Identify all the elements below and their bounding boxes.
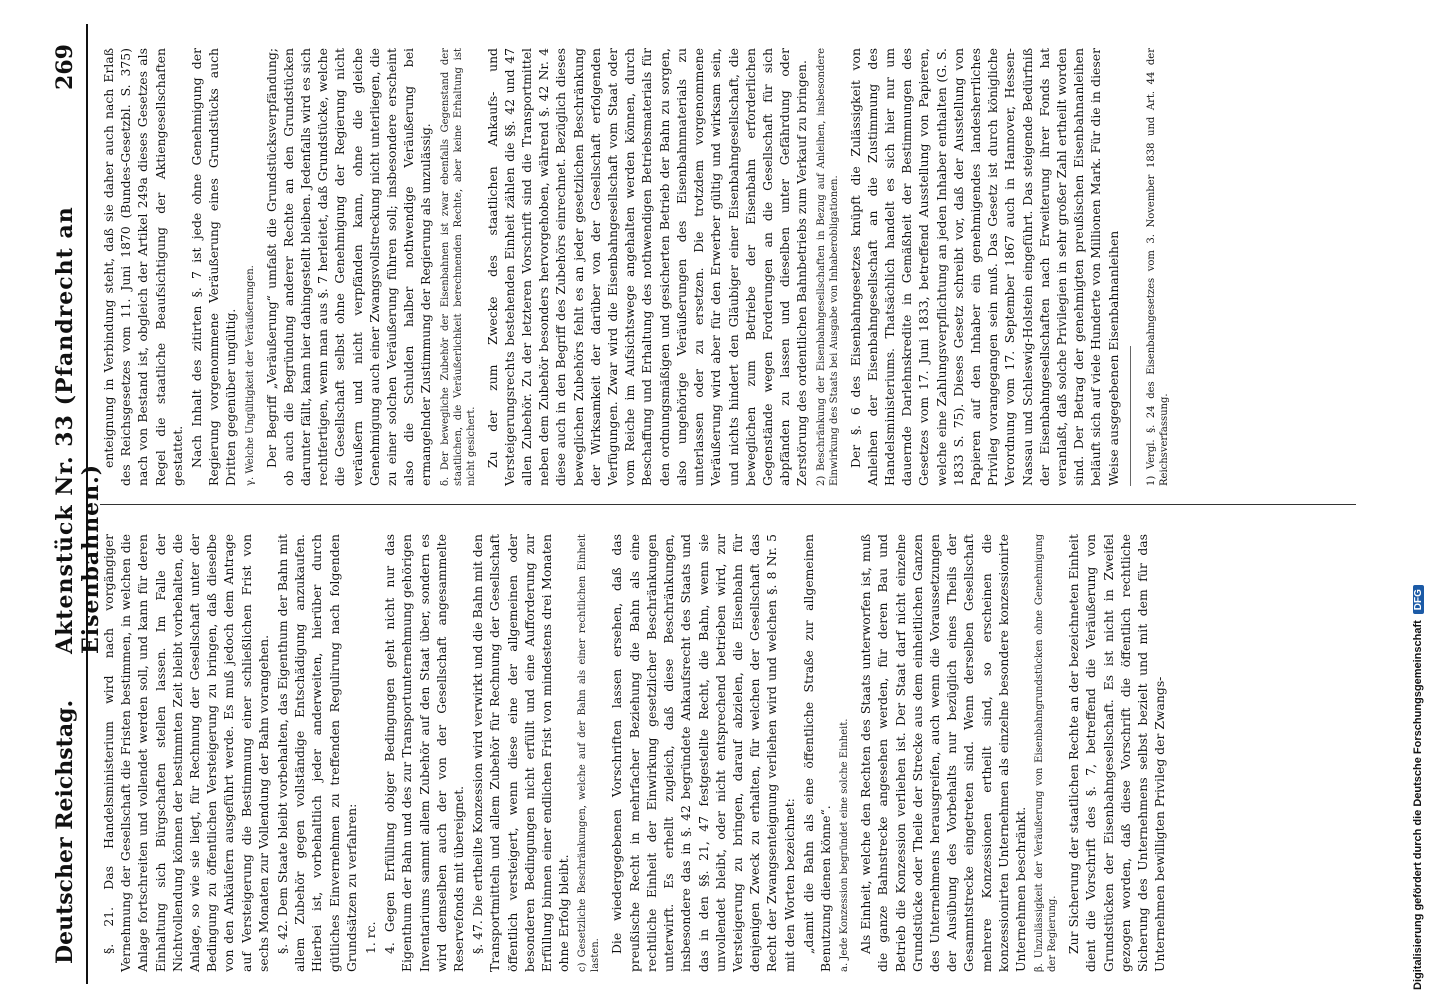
footnote: 1) Vergl. §. 24 des Eisenbahngesetzes vom 3. November 1838 und Art. 44 der Reichsverfassung. xyxy=(1145,48,1170,486)
column-divider xyxy=(100,504,1356,505)
header-document-number: Aktenstück Nr. 33 xyxy=(52,414,78,654)
paragraph: enteignung in Verbindung steht, daß sie daher auch nach Erlaß des Reichsgesetzes vom 11. Juni 1870 (Bundes-Gesetzbl. S. 375) nach von Bestand ist, obgleich der Artikel 249a dieses Gesetzes als Regel die staatliche Beaufsichtigung der Aktiengesellschaften gestattet. xyxy=(101,48,185,486)
section-note: β. Unzulässigkeit der Veräußerung von Eisenbahngrundstücken ohne Genehmigung der Regierung. xyxy=(1034,534,1059,972)
paragraph: Die wiedergegebenen Vorschriften lassen ersehen, daß das preußische Recht in mehrfacher Beziehung die Bahn als eine rechtliche Einheit der Einwirkung gesetzlicher Beschränkungen unterwirft. Es erhellt zugleich, daß diese Beschränkungen, insbesondere das in §. 42 begründete Ankaufsrecht des Staats und das in den §§. 21, 47 festgestellte Recht, die Bahn, wenn sie unvollendet bleibt, oder nicht entsprechend betrieben wird, zur Versteigerung zu bringen, darauf abzielen, die Eisenbahn für denjenigen Zweck zu erhalten, für welchen der Gesellschaft das Recht der Zwangsenteignung verliehen wird und welchen §. 8 Nr. 5 mit den Worten bezeichnet: xyxy=(609,534,797,972)
section-note: δ. Der bewegliche Zubehör der Eisenbahnen ist zwar ebenfalls Gegenstand der staatlichen, die Veräußerlichkeit berechnenden Rechte, aber keine Erhaltung ist nicht gesichert. xyxy=(439,48,477,486)
paragraph: Der §. 6 des Eisenbahngesetzes knüpft die Zulässigkeit von Anleihen der Eisenbahngesellschaft an die Zustimmung des Handelsministeriums. Thatsächlich handelt es sich hier nur um dauernde Darlehnskredite in Gemäßheit der Bestimmungen des Gesetzes vom 17. Juni 1833, betreffend Ausstellung von Papieren, welche eine Zahlungsverpflichtung an jeden Inhaber enthalten (G. S. 1833 S. 75). Dieses Gesetz schreibt vor, daß der Ausstellung von Papieren auf den Inhaber ein genehmigendes landesherrliches Privileg vorangegangen sein muß. Das Gesetz ist durch königliche Verordnung vom 17. September 1867 auch in Hannover, Hessen-Nassau und Schleswig-Holstein eingeführt. Das steigende Bedürfniß der Eisenbahngesellschaften nach Erweiterung ihrer Fonds hat veranlaßt, daß solche Privilegien in sehr großer Zahl ertheilt worden sind. Der Betrag der genehmigten preußischen Eisenbahnanleihen beläuft sich auf viele Hunderte von Millionen Mark. Für die in dieser Weise ausgegebenen Eisenbahnanleihen xyxy=(847,48,1121,486)
paragraph: §. 21. Das Handelsministerium wird nach vorgängiger Vernehmung der Gesellschaft die Fristen bestimmen, in welchen die Anlage fortschreiten und vollendet werden soll, und kann für deren Einhaltung sich Bürgschaften stellen lassen. Im Falle der Nichtvollendung können der bestimmten Zeit bleibt vorbehalten, die Anlage, so wie sie liegt, für Rechnung der Gesellschaft unter der Bedingung zu öffentlichen Versteigerung zu bringen, daß dieselbe von den Ankäufern ausgeführt werde. Es muß jedoch dem Antrage auf Versteigerung die Bestimmung einer schließlichen Frist von sechs Monaten zur Vollendung der Bahn vorangehen. xyxy=(101,534,271,972)
header-left: Deutscher Reichstag. xyxy=(52,699,78,964)
paragraph: Nach Inhalt des zitirten §. 7 ist jede ohne Genehmigung der Regierung vorgenommene Veräußerung eines Grundstücks auch Dritten gegenüber ungültig. xyxy=(189,48,239,486)
paragraph: 4. Gegen Erfüllung obiger Bedingungen geht nicht nur das Eigenthum der Bahn und des zur Transportunternehmung gehörigen Inventariums sammt allem Zubehör auf den Staat über, sondern es wird demselben auch der von der Gesellschaft angesammelte Reservefonds mit übereignet. xyxy=(382,534,467,972)
right-column xyxy=(100,48,1376,486)
page-number: 269 xyxy=(52,44,78,90)
digitization-sidebar xyxy=(1408,0,1432,1000)
header-subject: (Pfandrecht an Eisenbahnen.) xyxy=(52,206,104,654)
paragraph: §. 42. Dem Staate bleibt vorbehalten, das Eigenthum der Bahn mit allem Zubehör gegen vollständige Entschädigung anzukaufen. Hierbei ist, vorbehaltlich jeder anderweiten, hierüber durch gütliches Einvernehmen zu treffenden Regulirung nach folgenden Grundsätzen zu verfahren: xyxy=(275,534,359,972)
paragraph: 1. rc. xyxy=(363,921,379,954)
paragraph: Der Begriff „Veräußerung“ umfaßt die Grundstücksverpfändung; ob auch die Begründung anderer Rechte an den Grundstücken darunter fällt, kann hier dahingestellt bleiben. Jedenfalls wird es sich rechtfertigen, wenn man aus §. 7 herleitet, daß Grundstücke, welche die Gesellschaft selbst ohne Genehmigung der Regierung nicht veräußern und nicht verpfänden kann, ohne die gleiche Genehmigung auch einer Zwangsvollstreckung nicht unterliegen, die zu einer solchen Veräußerung führen soll; insbesondere erscheint also die Schulden halber nothwendige Veräußerung bei ermangelnder Zustimmung der Regierung als unzulässig. xyxy=(263,48,434,486)
paragraph: „damit die Bahn als eine öffentliche Straße zur allgemeinen Benutzung dienen könne“. xyxy=(800,534,833,972)
paragraph: Zu der zum Zwecke des staatlichen Ankaufs- und Versteigerungsrechts bestehenden Einheit zählen die §§. 42 und 47 allen Zubehör. Zu der letzteren Vorschrift sind die Transportmittel neben dem Zubehör besonders hervorgehoben, während §. 42 Nr. 4 diese auch in den Begriff des Zubehörs einrechnet. Bezüglich dieses beweglichen Zubehörs fehlt es an jeder gesetzlichen Beschränkung der Wirksamkeit der darüber von der Gesellschaft erfolgenden Verfügungen. Zwar wird die Eisenbahngesellschaft vom Staat oder vom Reiche im Aufsichtswege angehalten werden können, durch Beschaffung und Erhaltung des nothwendigen Betriebsmaterials für den ordnungsmäßigen und gesicherten Betrieb der Bahn zu sorgen, also ungehörige Veräußerungen des Eisenbahnmaterials zu unterlassen oder zu ersetzen. Die trotzdem vorgenommene Veräußerung wird aber für den Erwerber gültig und wirksam sein, und nichts hindert den Gläubiger einer Eisenbahngesellschaft, die beweglichen zum Betriebe der Eisenbahn erforderlichen Gegenstände wegen Forderungen an die Gesellschaft für sich abpfänden zu lassen und dieselben unter Gefährdung oder Zerstörung des ordentlichen Bahnbetriebs zum Verkauf zu bringen. xyxy=(484,48,810,486)
page-header xyxy=(46,24,104,984)
header-center xyxy=(52,24,104,654)
section-note: a. Jede Konzession begründet eine solche Einheit. xyxy=(839,718,851,972)
paragraph: Zur Sicherung der staatlichen Rechte an der bezeichneten Einheit dient die Vorschrift des §. 7, betreffend die Veräußerung von Grundstücken der Eisenbahngesellschaft. Es ist nicht in Zweifel gezogen worden, daß diese Vorschrift die öffentlich rechtliche Sicherung des Unternehmens selbst bezielt und mit dem für das Unternehmen bewilligten Privileg der Zwangs- xyxy=(1066,534,1168,972)
left-column xyxy=(100,534,1376,972)
paragraph: Als Einheit, welche den Rechten des Staats unterworfen ist, muß die ganze Bahnstrecke angesehen werden, für deren Bau und Betrieb die Konzession verliehen ist. Der Staat darf nicht einzelne Grundstücke oder Theile der Strecke aus dem einheitlichen Ganzen des Unternehmens herausgreifen, auch wenn die Voraussetzungen der Ausübung des Vorbehalts nur bezüglich eines Theils der Gesammtstrecke eingetreten sind. Wenn derselben Gesellschaft mehrere Konzessionen ertheilt sind, so erscheinen die konzessionirten Unternehmen als einzelne besondere konzessionirte Unternehmen beschränkt. xyxy=(858,534,1028,972)
sidebar-text: Digitalisierung gefördert durch die Deutsche Forschungsgemeinschaft xyxy=(1412,620,1424,990)
section-note: γ. Welche Ungültigkeit der Veräußerungen. xyxy=(244,265,256,486)
section-note: 2) Beschränkung der Eisenbahngesellschaften in Bezug auf Anleihen, insbesondere Einwirkung des Staats bei Ausgabe von Inhaberobligationen. xyxy=(815,48,840,486)
rotated-page xyxy=(24,24,1416,984)
dfg-logo: DFG xyxy=(1413,585,1424,614)
section-note: c) Gesetzliche Beschränkungen, welche auf der Bahn als einer rechtlichen Einheit lasten. xyxy=(577,534,602,972)
footnote-rule xyxy=(1130,346,1135,486)
paragraph: §. 47. Die ertheilte Konzession wird verwirkt und die Bahn mit den Transportmitteln und allem Zubehör für Rechnung der Gesellschaft öffentlich versteigert, wenn diese eine der allgemeinen oder besonderen Bedingungen nicht erfüllt und eine Aufforderung zur Erfüllung binnen einer endlichen Frist von mindestens drei Monaten ohne Erfolg bleibt. xyxy=(470,534,572,972)
sidebar-credit xyxy=(1412,585,1424,990)
